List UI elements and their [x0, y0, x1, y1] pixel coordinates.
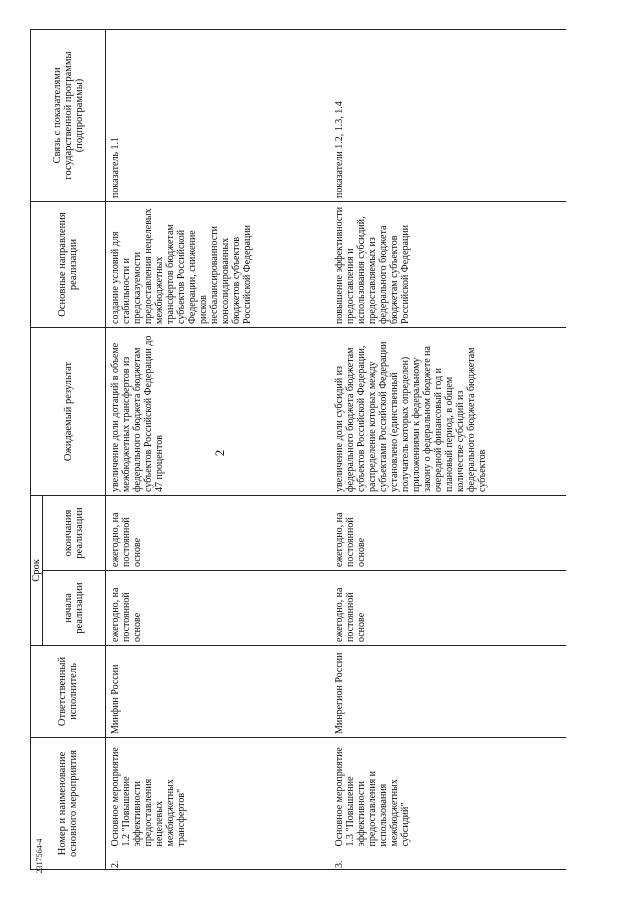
header-result: Ожидаемый результат [31, 327, 106, 495]
header-end: окончания реализации [43, 495, 106, 570]
row-result: увеличение доли дотаций в объеме межбюджетных трансфертов из федерального бюджета бюджетам субъектов Российской Федерации до 47 процентов [106, 327, 331, 495]
row-link: показатели 1.2, 1.3, 1.4 [330, 29, 566, 201]
header-directions: Основные направления реализации [31, 201, 106, 327]
row-executor: Минфин России [106, 646, 331, 738]
row-measure-name: Основное мероприятие 1.2 "Повышение эффективности предоставления нецелевых межбюджетных трансфертов" [106, 738, 331, 850]
row-start: ежегодно, на постоянной основе [106, 571, 331, 646]
page-number: 2 [212, 449, 227, 457]
row-result: увеличение доли субсидий из федерального бюджета бюджетам субъектов Российской Федерации, распределение которых между субъектами Российской Федерации установлено (единственный получатель которых определен) приложениями к федеральному закону о федеральном бюджете на очередной финансовый год и плановый период, в общем количестве субсидий из федерального бюджета бюджетам субъектов [330, 327, 566, 495]
table-row [106, 29, 331, 869]
row-end: ежегодно, на постоянной основе [106, 495, 331, 570]
measures-table [30, 29, 566, 870]
header-term: Срок [31, 495, 43, 645]
header-link: Связь с показателями государственной программы (подпрограммы) [31, 29, 106, 201]
row-link: показатель 1.1 [106, 29, 331, 201]
table-body [106, 29, 567, 869]
document-stamp: 2317564-4 [35, 838, 44, 874]
row-executor: Минрегион России [330, 646, 566, 738]
table-row [330, 29, 566, 869]
table-header [31, 29, 106, 869]
row-number: 3. [330, 850, 566, 870]
header-number-name: Номер и наименование основного мероприятия [31, 738, 106, 870]
header-start: начала реализации [43, 571, 106, 646]
row-measure-name: Основное мероприятие 1.3 "Повышение эффективности предоставления и использования межбюджетных субсидий" [330, 738, 566, 850]
row-number: 2. [106, 850, 331, 870]
header-executor: Ответственный исполнитель [31, 646, 106, 738]
row-start: ежегодно, на постоянной основе [330, 571, 566, 646]
row-directions: создание условий для стабильности и предсказуемости предоставления нецелевых межбюджетных трансфертов бюджетам субъектов Российской Федерации, снижение рисков несбалансированности консолидированных бюджетов субъектов Российской Федерации [106, 201, 331, 327]
row-end: ежегодно, на постоянной основе [330, 495, 566, 570]
rotated-table-container [30, 30, 600, 870]
row-directions: повышение эффективности предоставления и использования субсидий, предоставляемых из федерального бюджета бюджетам субъектов Российской Федерации [330, 201, 566, 327]
